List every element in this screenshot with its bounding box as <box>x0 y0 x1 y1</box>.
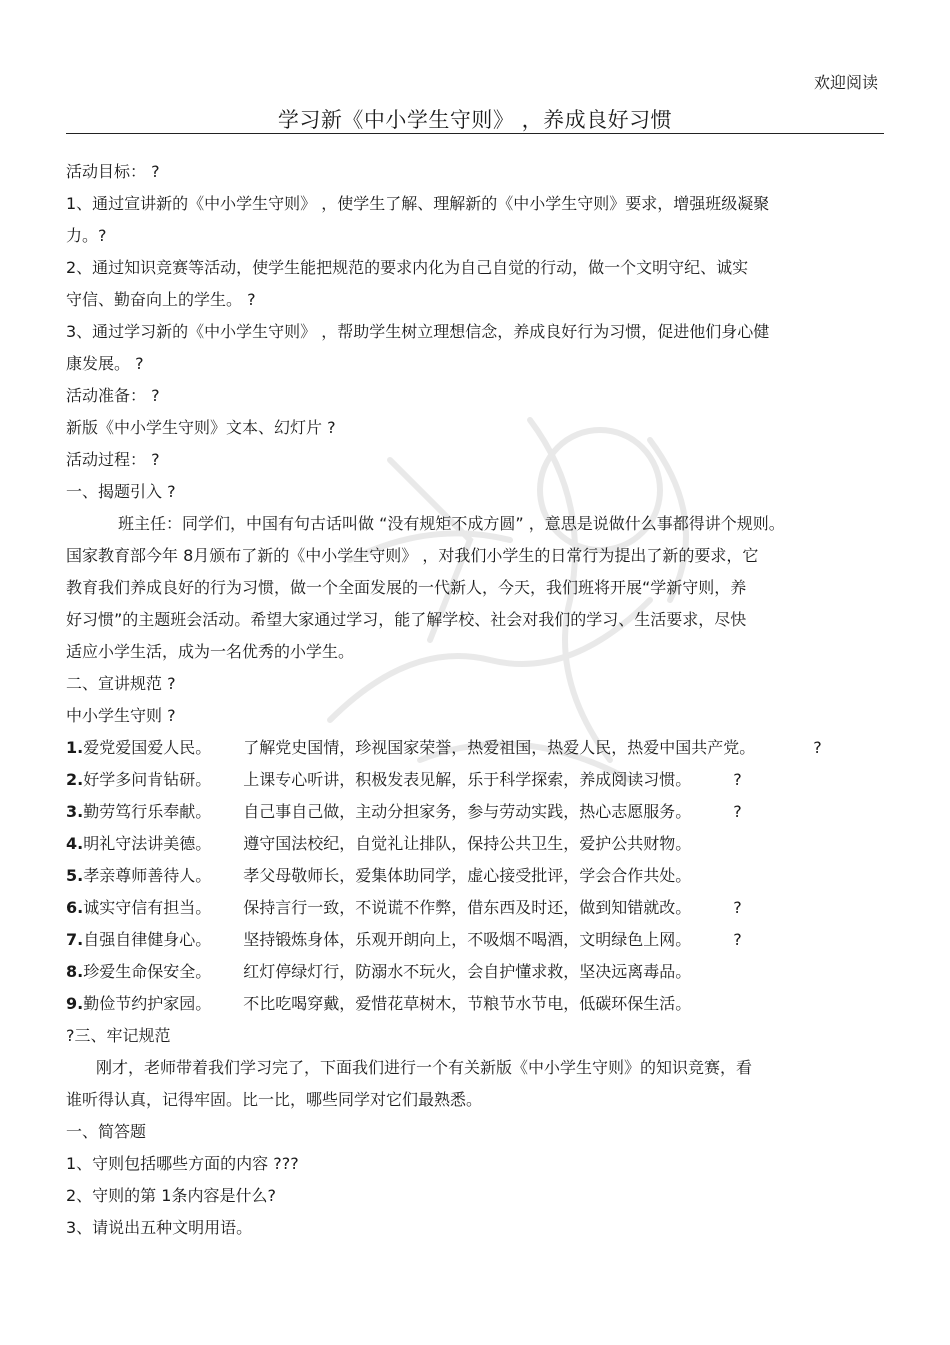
document-body <box>66 156 896 1244</box>
rule-item <box>66 732 896 764</box>
prep-heading: 活动准备： ? <box>66 386 160 405</box>
rule-mark: ? <box>733 898 742 917</box>
rule-number: 3. <box>66 802 84 821</box>
rule-item <box>66 796 896 828</box>
contest-para-line: 谁听得认真，记得牢固。比一比，哪些同学对它们最熟悉。 <box>66 1090 483 1109</box>
rule-desc: 自己事自己做，主动分担家务，参与劳动实践，热心志愿服务。 <box>243 802 692 821</box>
rule-desc: 了解党史国情，珍视国家荣誉，热爱祖国，热爱人民，热爱中国共产党。 <box>243 738 756 757</box>
prep-content: 新版《中小学生守则》文本、幻灯片 ? <box>66 418 336 437</box>
goal-2-line-2: 守信、勤奋向上的学生。 ? <box>66 290 256 309</box>
rule-desc: 不比吃喝穿戴，爱惜花草树木，节粮节水节电，低碳环保生活。 <box>243 994 692 1013</box>
intro-para-line: 国家教育部今年 8月颁布了新的《中小学生守则》 ，对我们小学生的日常行为提出了新的要求，它 <box>66 546 759 565</box>
section-1-heading: 一、揭题引入 ? <box>66 482 176 501</box>
rule-item <box>66 860 896 892</box>
rule-number: 9. <box>66 994 84 1013</box>
intro-para-line: 好习惯”的主题班会活动。希望大家通过学习，能了解学校、社会对我们的学习、生活要求，尽快 <box>66 610 747 629</box>
rule-head: 勤俭节约护家园。 <box>83 994 212 1013</box>
intro-para-line: 适应小学生活，成为一名优秀的小学生。 <box>66 642 355 661</box>
rule-number: 6. <box>66 898 84 917</box>
intro-para-line: 教育我们养成良好的行为习惯，做一个全面发展的一代新人，今天，我们班将开展“学新守则，养 <box>66 578 747 597</box>
goal-3-line-2: 康发展。 ? <box>66 354 144 373</box>
document-title: 学习新《中小学生守则》 ，养成良好习惯 <box>277 108 673 132</box>
rule-item <box>66 828 896 860</box>
rule-desc: 坚持锻炼身体，乐观开朗向上，不吸烟不喝酒，文明绿色上网。 <box>243 930 692 949</box>
rule-desc: 遵守国法校纪，自觉礼让排队，保持公共卫生，爱护公共财物。 <box>243 834 692 853</box>
goal-1-line-2: 力。? <box>66 226 107 245</box>
rule-mark: ? <box>733 802 742 821</box>
rule-head: 珍爱生命保安全。 <box>83 962 212 981</box>
rule-head: 明礼守法讲美德。 <box>83 834 212 853</box>
goal-heading: 活动目标： ? <box>66 162 160 181</box>
rule-item <box>66 956 896 988</box>
rule-number: 7. <box>66 930 84 949</box>
section-2-heading: 二、宣讲规范 ? <box>66 674 176 693</box>
rule-item <box>66 892 896 924</box>
rule-item <box>66 924 896 956</box>
rule-number: 4. <box>66 834 84 853</box>
rule-desc: 上课专心听讲，积极发表见解，乐于科学探索，养成阅读习惯。 <box>243 770 692 789</box>
section-3-heading: ?三、牢记规范 <box>66 1026 171 1045</box>
contest-para-line: 刚才，老师带着我们学习完了，下面我们进行一个有关新版《中小学生守则》的知识竞赛，看 <box>96 1058 753 1077</box>
question-item: 3、请说出五种文明用语。 <box>66 1218 253 1237</box>
question-item: 2、守则的第 1条内容是什么? <box>66 1186 276 1205</box>
rule-mark: ? <box>733 770 742 789</box>
rule-head: 爱党爱国爱人民。 <box>83 738 212 757</box>
goal-1-line-1: 1、通过宣讲新的《中小学生守则》 ，使学生了解、理解新的《中小学生守则》要求，增强班级凝聚 <box>66 194 770 213</box>
title-underline <box>66 133 884 134</box>
process-heading: 活动过程： ? <box>66 450 160 469</box>
rule-head: 勤劳笃行乐奉献。 <box>83 802 212 821</box>
rule-head: 孝亲尊师善待人。 <box>83 866 212 885</box>
rule-mark: ? <box>733 930 742 949</box>
question-item: 1、守则包括哪些方面的内容 ??? <box>66 1154 299 1173</box>
rule-mark: ? <box>813 738 822 757</box>
rule-number: 8. <box>66 962 84 981</box>
rules-heading: 中小学生守则 ? <box>66 706 176 725</box>
rule-item <box>66 764 896 796</box>
goal-3-line-1: 3、通过学习新的《中小学生守则》 ，帮助学生树立理想信念，养成良好行为习惯，促进他们身心健 <box>66 322 770 341</box>
rule-number: 1. <box>66 738 84 757</box>
rule-head: 好学多问肯钻研。 <box>83 770 212 789</box>
qa-heading: 一、简答题 <box>66 1122 147 1141</box>
header-note: 欢迎阅读 <box>813 73 878 92</box>
rule-number: 2. <box>66 770 84 789</box>
rule-desc: 保持言行一致，不说谎不作弊，借东西及时还，做到知错就改。 <box>243 898 692 917</box>
rule-number: 5. <box>66 866 84 885</box>
rule-head: 自强自律健身心。 <box>83 930 212 949</box>
goal-2-line-1: 2、通过知识竞赛等活动，使学生能把规范的要求内化为自己自觉的行动，做一个文明守纪、诚实 <box>66 258 749 277</box>
rule-desc: 红灯停绿灯行，防溺水不玩火，会自护懂求救，坚决远离毒品。 <box>243 962 692 981</box>
rule-head: 诚实守信有担当。 <box>83 898 212 917</box>
intro-para-line: 班主任：同学们，中国有句古话叫做 “没有规矩不成方圆” ，意思是说做什么事都得讲个规则。 <box>118 514 785 533</box>
rule-desc: 孝父母敬师长，爱集体助同学，虚心接受批评，学会合作共处。 <box>243 866 692 885</box>
rule-item <box>66 988 896 1020</box>
